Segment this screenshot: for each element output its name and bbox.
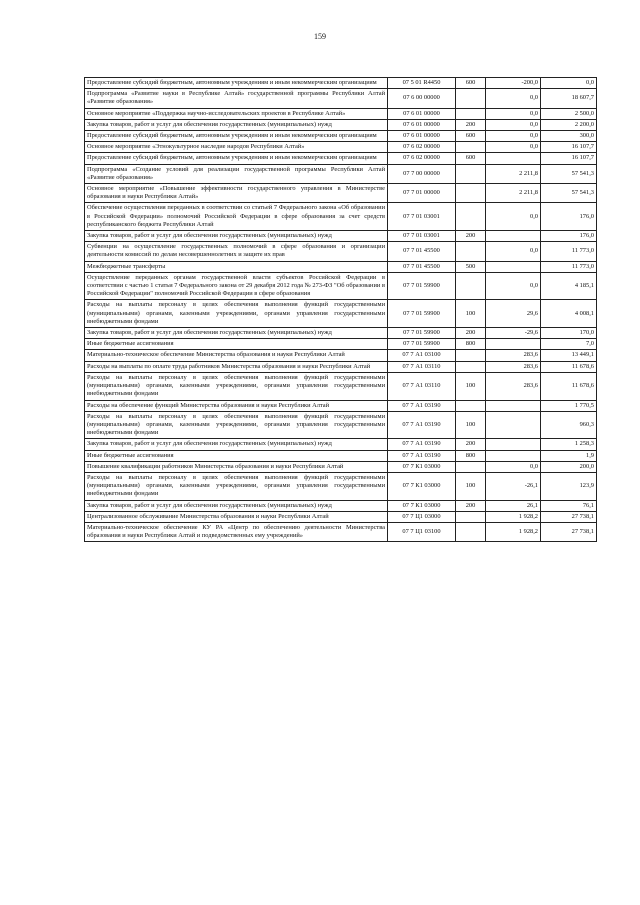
row-code-cell: 07 7 А1 03190	[388, 400, 456, 411]
row-change-amount-cell	[486, 153, 541, 164]
row-code-cell: 07 7 А1 03190	[388, 439, 456, 450]
row-total-amount-cell: 300,0	[541, 131, 597, 142]
row-total-amount-cell: 13 449,1	[541, 350, 597, 361]
row-code-cell: 07 7 К1 03000	[388, 500, 456, 511]
table-row	[85, 339, 597, 350]
row-change-amount-cell: 2 211,8	[486, 164, 541, 183]
row-code-cell: 07 7 К1 03000	[388, 461, 456, 472]
row-name-cell: Предоставление субсидий бюджетным, автономным учреждениям и иным некоммерческим организациям	[85, 131, 388, 142]
row-name-cell: Предоставление субсидий бюджетным, автономным учреждениям и иным некоммерческим организациям	[85, 153, 388, 164]
table-row	[85, 231, 597, 242]
row-change-amount-cell: 0,0	[486, 461, 541, 472]
row-total-amount-cell: 57 541,3	[541, 184, 597, 203]
row-total-amount-cell: 11 678,6	[541, 372, 597, 400]
row-change-amount-cell: -26,1	[486, 472, 541, 500]
budget-table	[84, 77, 597, 542]
row-name-cell: Иные бюджетные ассигнования	[85, 450, 388, 461]
row-total-amount-cell: 176,0	[541, 203, 597, 231]
table-row	[85, 119, 597, 130]
row-expense-type-cell: 600	[456, 153, 486, 164]
row-name-cell: Материально-техническое обеспечение Министерства образования и науки Республики Алтай	[85, 350, 388, 361]
row-expense-type-cell: 200	[456, 439, 486, 450]
row-code-cell: 07 6 00 00000	[388, 89, 456, 108]
row-code-cell: 07 5 01 R4450	[388, 78, 456, 89]
row-expense-type-cell	[456, 461, 486, 472]
row-expense-type-cell	[456, 184, 486, 203]
row-total-amount-cell: 960,3	[541, 411, 597, 439]
row-code-cell: 07 7 01 45500	[388, 242, 456, 261]
row-name-cell: Обеспечение осуществления переданных в соответствии со статьей 7 Федерального закона «Об образовании в Российской Федерации» полномочий Российской Федерации в сфере образования за счет средств республиканского бюджета Республики Алтай	[85, 203, 388, 231]
row-expense-type-cell: 800	[456, 339, 486, 350]
row-name-cell: Расходы на обеспечение функций Министерства образования и науки Республики Алтай	[85, 400, 388, 411]
row-total-amount-cell: 27 738,1	[541, 511, 597, 522]
row-expense-type-cell	[456, 522, 486, 541]
row-change-amount-cell: 2 211,8	[486, 184, 541, 203]
row-code-cell: 07 7 А1 03110	[388, 361, 456, 372]
row-code-cell: 07 7 А1 03100	[388, 350, 456, 361]
row-change-amount-cell: 29,6	[486, 300, 541, 328]
row-name-cell: Основное мероприятие «Поддержка научно-исследовательских проектов в Республике Алтай»	[85, 108, 388, 119]
row-total-amount-cell: 57 541,3	[541, 164, 597, 183]
row-name-cell: Расходы на выплаты персоналу в целях обеспечения выполнения функций государственными (муниципальными) органами, казенными учреждениями, органами управления государственными внебюджетными фондами	[85, 300, 388, 328]
row-name-cell: Осуществление переданных органам государственной власти субъектов Российской Федерации в соответствии с частью 1 статьи 7 Федерального закона от 29 декабря 2012 года № 273-ФЗ "Об образовании в Российской Федерации" полномочий Российской Федерации в сфере образования	[85, 272, 388, 300]
row-name-cell: Межбюджетные трансферты	[85, 261, 388, 272]
table-row	[85, 461, 597, 472]
row-name-cell: Основное мероприятие «Повышение эффективности государственного управления в Министерстве образования и науки Республики Алтай»	[85, 184, 388, 203]
row-code-cell: 07 7 Ц1 03000	[388, 511, 456, 522]
row-total-amount-cell: 2 200,0	[541, 119, 597, 130]
row-name-cell: Закупка товаров, работ и услуг для обеспечения государственных (муниципальных) нужд	[85, 439, 388, 450]
table-row	[85, 153, 597, 164]
row-expense-type-cell: 800	[456, 450, 486, 461]
row-name-cell: Основное мероприятие «Этнокультурное наследие народов Республики Алтай»	[85, 142, 388, 153]
row-total-amount-cell: 18 607,7	[541, 89, 597, 108]
row-code-cell: 07 7 К1 03000	[388, 472, 456, 500]
table-row	[85, 142, 597, 153]
row-expense-type-cell: 100	[456, 472, 486, 500]
table-row	[85, 439, 597, 450]
row-change-amount-cell: 0,0	[486, 131, 541, 142]
row-total-amount-cell: 11 678,6	[541, 361, 597, 372]
row-total-amount-cell: 7,0	[541, 339, 597, 350]
row-code-cell: 07 7 01 03001	[388, 203, 456, 231]
row-name-cell: Расходы на выплаты по оплате труда работников Министерства образования и науки Республики Алтай	[85, 361, 388, 372]
row-change-amount-cell: 1 928,2	[486, 511, 541, 522]
row-name-cell: Предоставление субсидий бюджетным, автономным учреждениям и иным некоммерческим организациям	[85, 78, 388, 89]
row-change-amount-cell: 0,0	[486, 242, 541, 261]
table-row	[85, 450, 597, 461]
row-change-amount-cell	[486, 400, 541, 411]
row-expense-type-cell: 200	[456, 328, 486, 339]
row-code-cell: 07 7 А1 03190	[388, 450, 456, 461]
table-row	[85, 242, 597, 261]
row-change-amount-cell: 26,1	[486, 500, 541, 511]
row-expense-type-cell	[456, 400, 486, 411]
row-total-amount-cell: 76,1	[541, 500, 597, 511]
row-change-amount-cell: 0,0	[486, 203, 541, 231]
row-code-cell: 07 6 01 00000	[388, 131, 456, 142]
row-change-amount-cell: 0,0	[486, 89, 541, 108]
row-name-cell: Закупка товаров, работ и услуг для обеспечения государственных (муниципальных) нужд	[85, 231, 388, 242]
row-change-amount-cell: 0,0	[486, 272, 541, 300]
row-expense-type-cell	[456, 142, 486, 153]
table-row	[85, 472, 597, 500]
row-code-cell: 07 6 02 00000	[388, 142, 456, 153]
row-change-amount-cell	[486, 231, 541, 242]
row-expense-type-cell	[456, 350, 486, 361]
row-total-amount-cell: 1 258,3	[541, 439, 597, 450]
row-code-cell: 07 7 01 59900	[388, 339, 456, 350]
row-total-amount-cell: 27 738,1	[541, 522, 597, 541]
row-name-cell: Подпрограмма «Создание условий для реализации государственной программы Республики Алтай «Развитие образования»	[85, 164, 388, 183]
table-row	[85, 511, 597, 522]
row-code-cell: 07 7 01 59900	[388, 272, 456, 300]
budget-table-body	[85, 78, 597, 542]
table-row	[85, 411, 597, 439]
row-code-cell: 07 7 А1 03190	[388, 411, 456, 439]
row-change-amount-cell: 0,0	[486, 119, 541, 130]
row-name-cell: Подпрограмма «Развитие науки в Республике Алтай» государственной программы Республики Алтай «Развитие образования»	[85, 89, 388, 108]
table-row	[85, 184, 597, 203]
row-code-cell: 07 7 01 59900	[388, 300, 456, 328]
row-code-cell: 07 6 01 00000	[388, 108, 456, 119]
row-change-amount-cell	[486, 261, 541, 272]
row-expense-type-cell	[456, 108, 486, 119]
table-row	[85, 261, 597, 272]
row-change-amount-cell	[486, 411, 541, 439]
row-expense-type-cell: 100	[456, 300, 486, 328]
row-expense-type-cell	[456, 511, 486, 522]
row-name-cell: Закупка товаров, работ и услуг для обеспечения государственных (муниципальных) нужд	[85, 328, 388, 339]
row-name-cell: Расходы на выплаты персоналу в целях обеспечения выполнения функций государственными (муниципальными) органами, казенными учреждениями, органами управления государственными внебюджетными фондами	[85, 372, 388, 400]
row-name-cell: Материально-техническое обеспечение КУ РА «Центр по обеспечению деятельности Министерства образования и науки Республики Алтай и подведомственных ему учреждений»	[85, 522, 388, 541]
row-total-amount-cell: 4 185,1	[541, 272, 597, 300]
row-expense-type-cell: 200	[456, 500, 486, 511]
row-change-amount-cell: -200,0	[486, 78, 541, 89]
row-total-amount-cell: 200,0	[541, 461, 597, 472]
table-row	[85, 203, 597, 231]
row-code-cell: 07 7 01 03001	[388, 231, 456, 242]
row-total-amount-cell: 1 770,5	[541, 400, 597, 411]
row-total-amount-cell: 170,0	[541, 328, 597, 339]
table-row	[85, 164, 597, 183]
row-change-amount-cell	[486, 450, 541, 461]
table-row	[85, 328, 597, 339]
row-expense-type-cell	[456, 361, 486, 372]
row-code-cell: 07 7 00 00000	[388, 164, 456, 183]
row-expense-type-cell: 200	[456, 231, 486, 242]
row-expense-type-cell: 100	[456, 411, 486, 439]
row-expense-type-cell	[456, 242, 486, 261]
row-total-amount-cell: 4 008,1	[541, 300, 597, 328]
row-expense-type-cell	[456, 272, 486, 300]
row-change-amount-cell: 283,6	[486, 350, 541, 361]
row-expense-type-cell: 600	[456, 78, 486, 89]
row-total-amount-cell: 11 773,0	[541, 261, 597, 272]
row-expense-type-cell: 200	[456, 119, 486, 130]
row-expense-type-cell	[456, 203, 486, 231]
table-row	[85, 361, 597, 372]
row-change-amount-cell	[486, 439, 541, 450]
row-name-cell: Закупка товаров, работ и услуг для обеспечения государственных (муниципальных) нужд	[85, 500, 388, 511]
row-code-cell: 07 7 01 59900	[388, 328, 456, 339]
table-row	[85, 131, 597, 142]
row-code-cell: 07 7 01 00000	[388, 184, 456, 203]
row-name-cell: Централизованное обслуживание Министерства образования и науки Республики Алтай	[85, 511, 388, 522]
row-change-amount-cell: 0,0	[486, 108, 541, 119]
page-number: 159	[314, 32, 326, 41]
row-total-amount-cell: 123,9	[541, 472, 597, 500]
table-row	[85, 522, 597, 541]
row-total-amount-cell: 11 773,0	[541, 242, 597, 261]
row-expense-type-cell	[456, 164, 486, 183]
row-code-cell: 07 7 01 45500	[388, 261, 456, 272]
row-change-amount-cell: -29,6	[486, 328, 541, 339]
row-name-cell: Расходы на выплаты персоналу в целях обеспечения выполнения функций государственными (муниципальными) органами, казенными учреждениями, органами управления государственными внебюджетными фондами	[85, 411, 388, 439]
row-code-cell: 07 7 Ц1 03100	[388, 522, 456, 541]
row-code-cell: 07 6 01 00000	[388, 119, 456, 130]
row-total-amount-cell: 176,0	[541, 231, 597, 242]
row-code-cell: 07 6 02 00000	[388, 153, 456, 164]
row-name-cell: Закупка товаров, работ и услуг для обеспечения государственных (муниципальных) нужд	[85, 119, 388, 130]
table-row	[85, 78, 597, 89]
row-expense-type-cell: 100	[456, 372, 486, 400]
row-change-amount-cell: 1 928,2	[486, 522, 541, 541]
table-row	[85, 400, 597, 411]
table-row	[85, 500, 597, 511]
row-change-amount-cell	[486, 339, 541, 350]
row-total-amount-cell: 1,9	[541, 450, 597, 461]
table-row	[85, 272, 597, 300]
row-total-amount-cell: 16 107,7	[541, 153, 597, 164]
row-total-amount-cell: 2 500,0	[541, 108, 597, 119]
table-row	[85, 372, 597, 400]
row-change-amount-cell: 283,6	[486, 361, 541, 372]
table-row	[85, 300, 597, 328]
row-expense-type-cell: 600	[456, 131, 486, 142]
row-name-cell: Повышение квалификации работников Министерства образования и науки Республики Алтай	[85, 461, 388, 472]
row-change-amount-cell: 283,6	[486, 372, 541, 400]
row-name-cell: Расходы на выплаты персоналу в целях обеспечения выполнения функций государственными (муниципальными) органами, казенными учреждениями, органами управления государственными внебюджетными фондами	[85, 472, 388, 500]
row-expense-type-cell: 500	[456, 261, 486, 272]
row-name-cell: Субвенции на осуществление государственных полномочий в сфере образования и организации деятельности комиссий по делам несовершеннолетних и защите их прав	[85, 242, 388, 261]
row-code-cell: 07 7 А1 03110	[388, 372, 456, 400]
row-total-amount-cell: 16 107,7	[541, 142, 597, 153]
table-row	[85, 89, 597, 108]
row-expense-type-cell	[456, 89, 486, 108]
table-row	[85, 108, 597, 119]
row-change-amount-cell: 0,0	[486, 142, 541, 153]
row-name-cell: Иные бюджетные ассигнования	[85, 339, 388, 350]
row-total-amount-cell: 0,0	[541, 78, 597, 89]
table-row	[85, 350, 597, 361]
